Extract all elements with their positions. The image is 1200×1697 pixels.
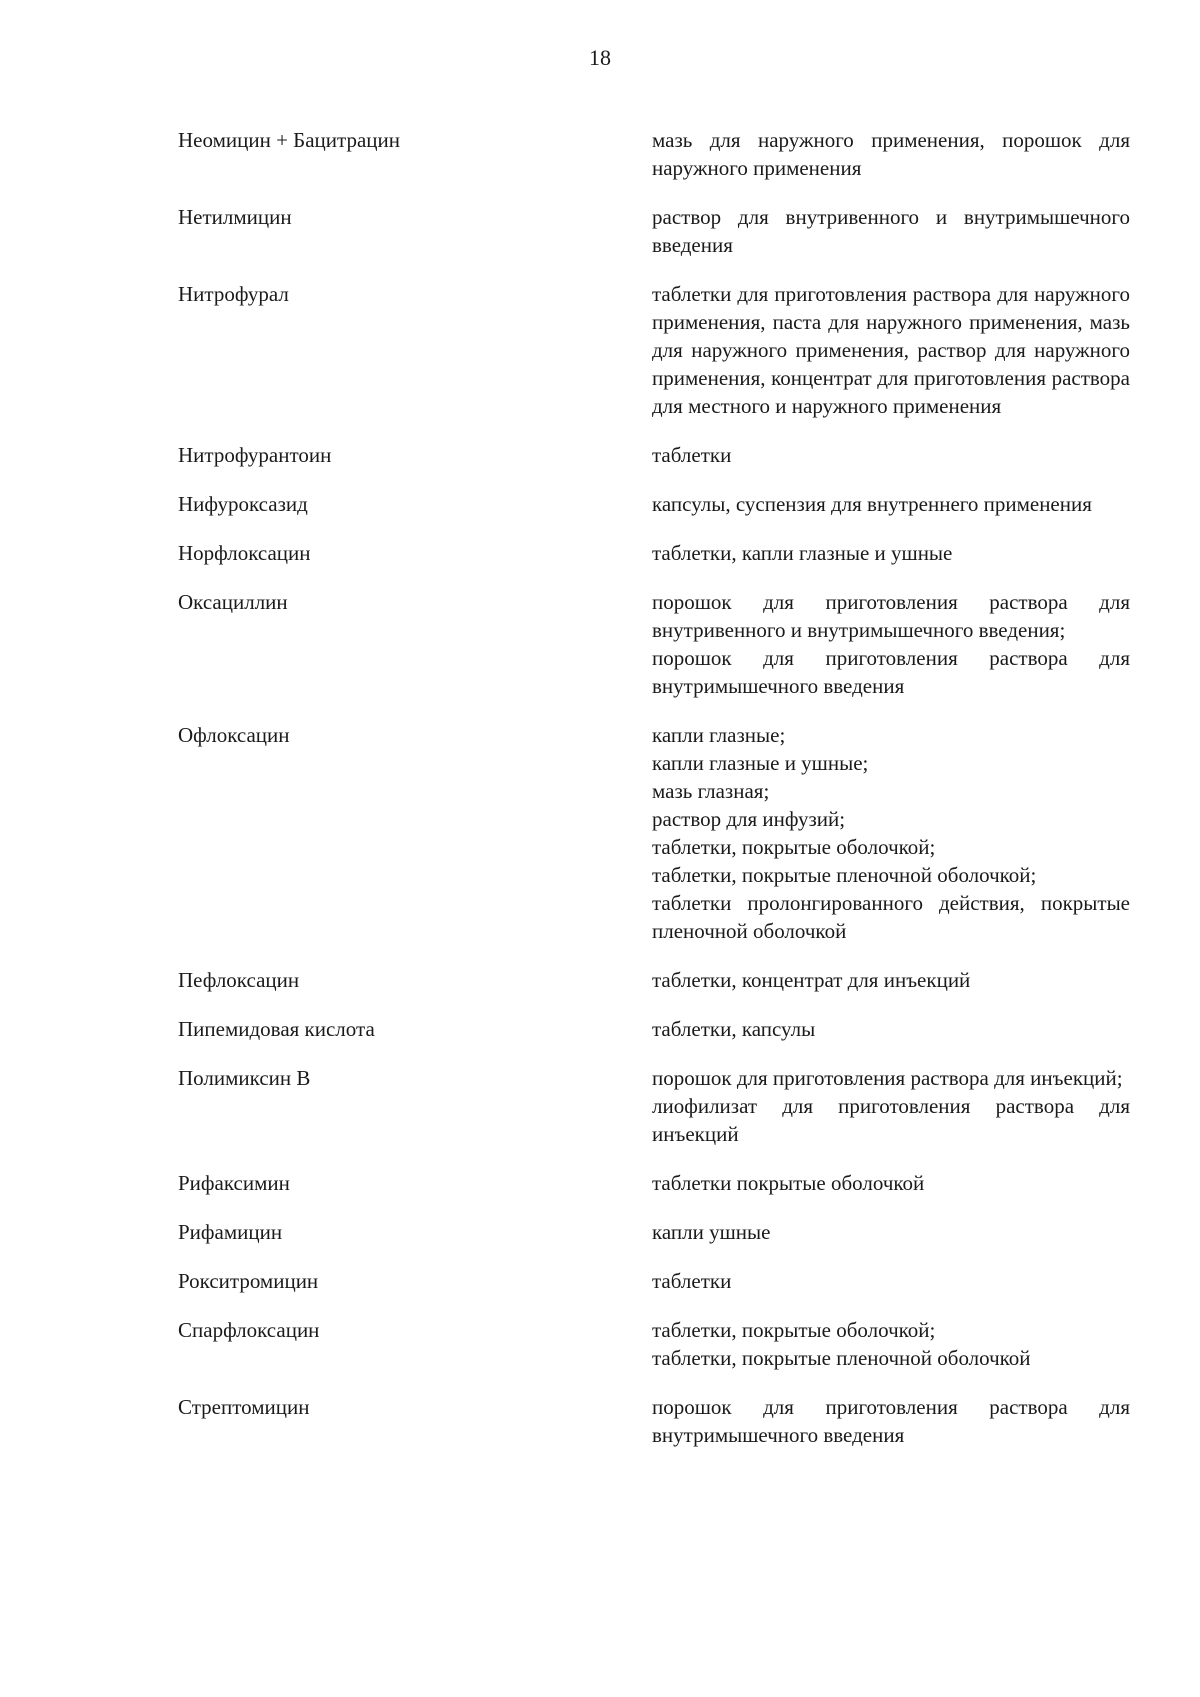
dosage-form: капсулы, суспензия для внутреннего применения: [652, 492, 1092, 516]
list-item: [178, 1169, 1130, 1197]
drug-list: [178, 126, 1130, 1470]
dosage-form: таблетки, покрытые пленочной оболочкой: [652, 1346, 1031, 1370]
drug-name: Рифамицин: [178, 1220, 283, 1244]
list-item: [178, 126, 1130, 182]
drug-name: Нитрофурантоин: [178, 443, 332, 467]
drug-name: Офлоксацин: [178, 723, 290, 747]
dosage-form: порошок для приготовления раствора для внутривенного и внутримышечного введения;: [652, 590, 1130, 642]
dosage-form: мазь для наружного применения, порошок для наружного применения: [652, 128, 1130, 180]
dosage-form: порошок для приготовления раствора для инъекций;: [652, 1066, 1123, 1090]
list-item: [178, 1218, 1130, 1246]
dosage-form: мазь глазная;: [652, 779, 770, 803]
list-item: [178, 441, 1130, 469]
dosage-form: таблетки: [652, 443, 732, 467]
dosage-form: таблетки, покрытые оболочкой;: [652, 835, 936, 859]
drug-name: Оксациллин: [178, 590, 288, 614]
dosage-form: таблетки покрытые оболочкой: [652, 1171, 925, 1195]
dosage-forms: [652, 441, 1130, 469]
dosage-form: таблетки, покрытые пленочной оболочкой;: [652, 863, 1037, 887]
dosage-form: таблетки, капсулы: [652, 1017, 816, 1041]
dosage-forms: [652, 966, 1130, 994]
list-item: [178, 1064, 1130, 1148]
dosage-form: порошок для приготовления раствора для внутримышечного введения: [652, 1395, 1130, 1447]
list-item: [178, 1316, 1130, 1372]
dosage-form: раствор для инфузий;: [652, 807, 846, 831]
drug-name: Стрептомицин: [178, 1395, 310, 1419]
dosage-form: капли глазные и ушные;: [652, 751, 869, 775]
drug-name: Рокситромицин: [178, 1269, 319, 1293]
dosage-forms: [652, 280, 1130, 420]
drug-name: Рифаксимин: [178, 1171, 290, 1195]
dosage-form: таблетки пролонгированного действия, покрытые пленочной оболочкой: [652, 891, 1130, 943]
dosage-form: капли ушные: [652, 1220, 771, 1244]
dosage-form: таблетки, концентрат для инъекций: [652, 968, 971, 992]
list-item: [178, 539, 1130, 567]
drug-name: Нетилмицин: [178, 205, 292, 229]
list-item: [178, 588, 1130, 700]
list-item: [178, 1393, 1130, 1449]
drug-name: Нифуроксазид: [178, 492, 308, 516]
dosage-form: раствор для внутривенного и внутримышечного введения: [652, 205, 1130, 257]
dosage-forms: [652, 588, 1130, 700]
dosage-form: капли глазные;: [652, 723, 786, 747]
dosage-form: лиофилизат для приготовления раствора для инъекций: [652, 1094, 1130, 1146]
dosage-forms: [652, 1393, 1130, 1449]
dosage-forms: [652, 126, 1130, 182]
dosage-form: порошок для приготовления раствора для внутримышечного введения: [652, 646, 1130, 698]
dosage-forms: [652, 1218, 1130, 1246]
list-item: [178, 1267, 1130, 1295]
dosage-form: таблетки, капли глазные и ушные: [652, 541, 953, 565]
dosage-forms: [652, 721, 1130, 945]
drug-name: Неомицин + Бацитрацин: [178, 128, 400, 152]
dosage-forms: [652, 1169, 1130, 1197]
dosage-forms: [652, 203, 1130, 259]
page-number: 18: [589, 45, 611, 70]
drug-name: Нитрофурал: [178, 282, 289, 306]
dosage-forms: [652, 1064, 1130, 1148]
dosage-forms: [652, 539, 1130, 567]
list-item: [178, 1015, 1130, 1043]
dosage-forms: [652, 1267, 1130, 1295]
list-item: [178, 280, 1130, 420]
list-item: [178, 721, 1130, 945]
dosage-form: таблетки для приготовления раствора для наружного применения, паста для наружного применения, мазь для наружного применения, раствор для наружного применения, концентрат для приготовления раствора для местного и наружного применения: [652, 282, 1130, 418]
drug-name: Пефлоксацин: [178, 968, 300, 992]
dosage-forms: [652, 1316, 1130, 1372]
dosage-forms: [652, 490, 1130, 518]
drug-name: Полимиксин В: [178, 1066, 311, 1090]
dosage-form: таблетки: [652, 1269, 732, 1293]
list-item: [178, 203, 1130, 259]
dosage-forms: [652, 1015, 1130, 1043]
list-item: [178, 490, 1130, 518]
drug-name: Норфлоксацин: [178, 541, 311, 565]
list-item: [178, 966, 1130, 994]
drug-name: Пипемидовая кислота: [178, 1017, 375, 1041]
drug-name: Спарфлоксацин: [178, 1318, 320, 1342]
dosage-form: таблетки, покрытые оболочкой;: [652, 1318, 936, 1342]
